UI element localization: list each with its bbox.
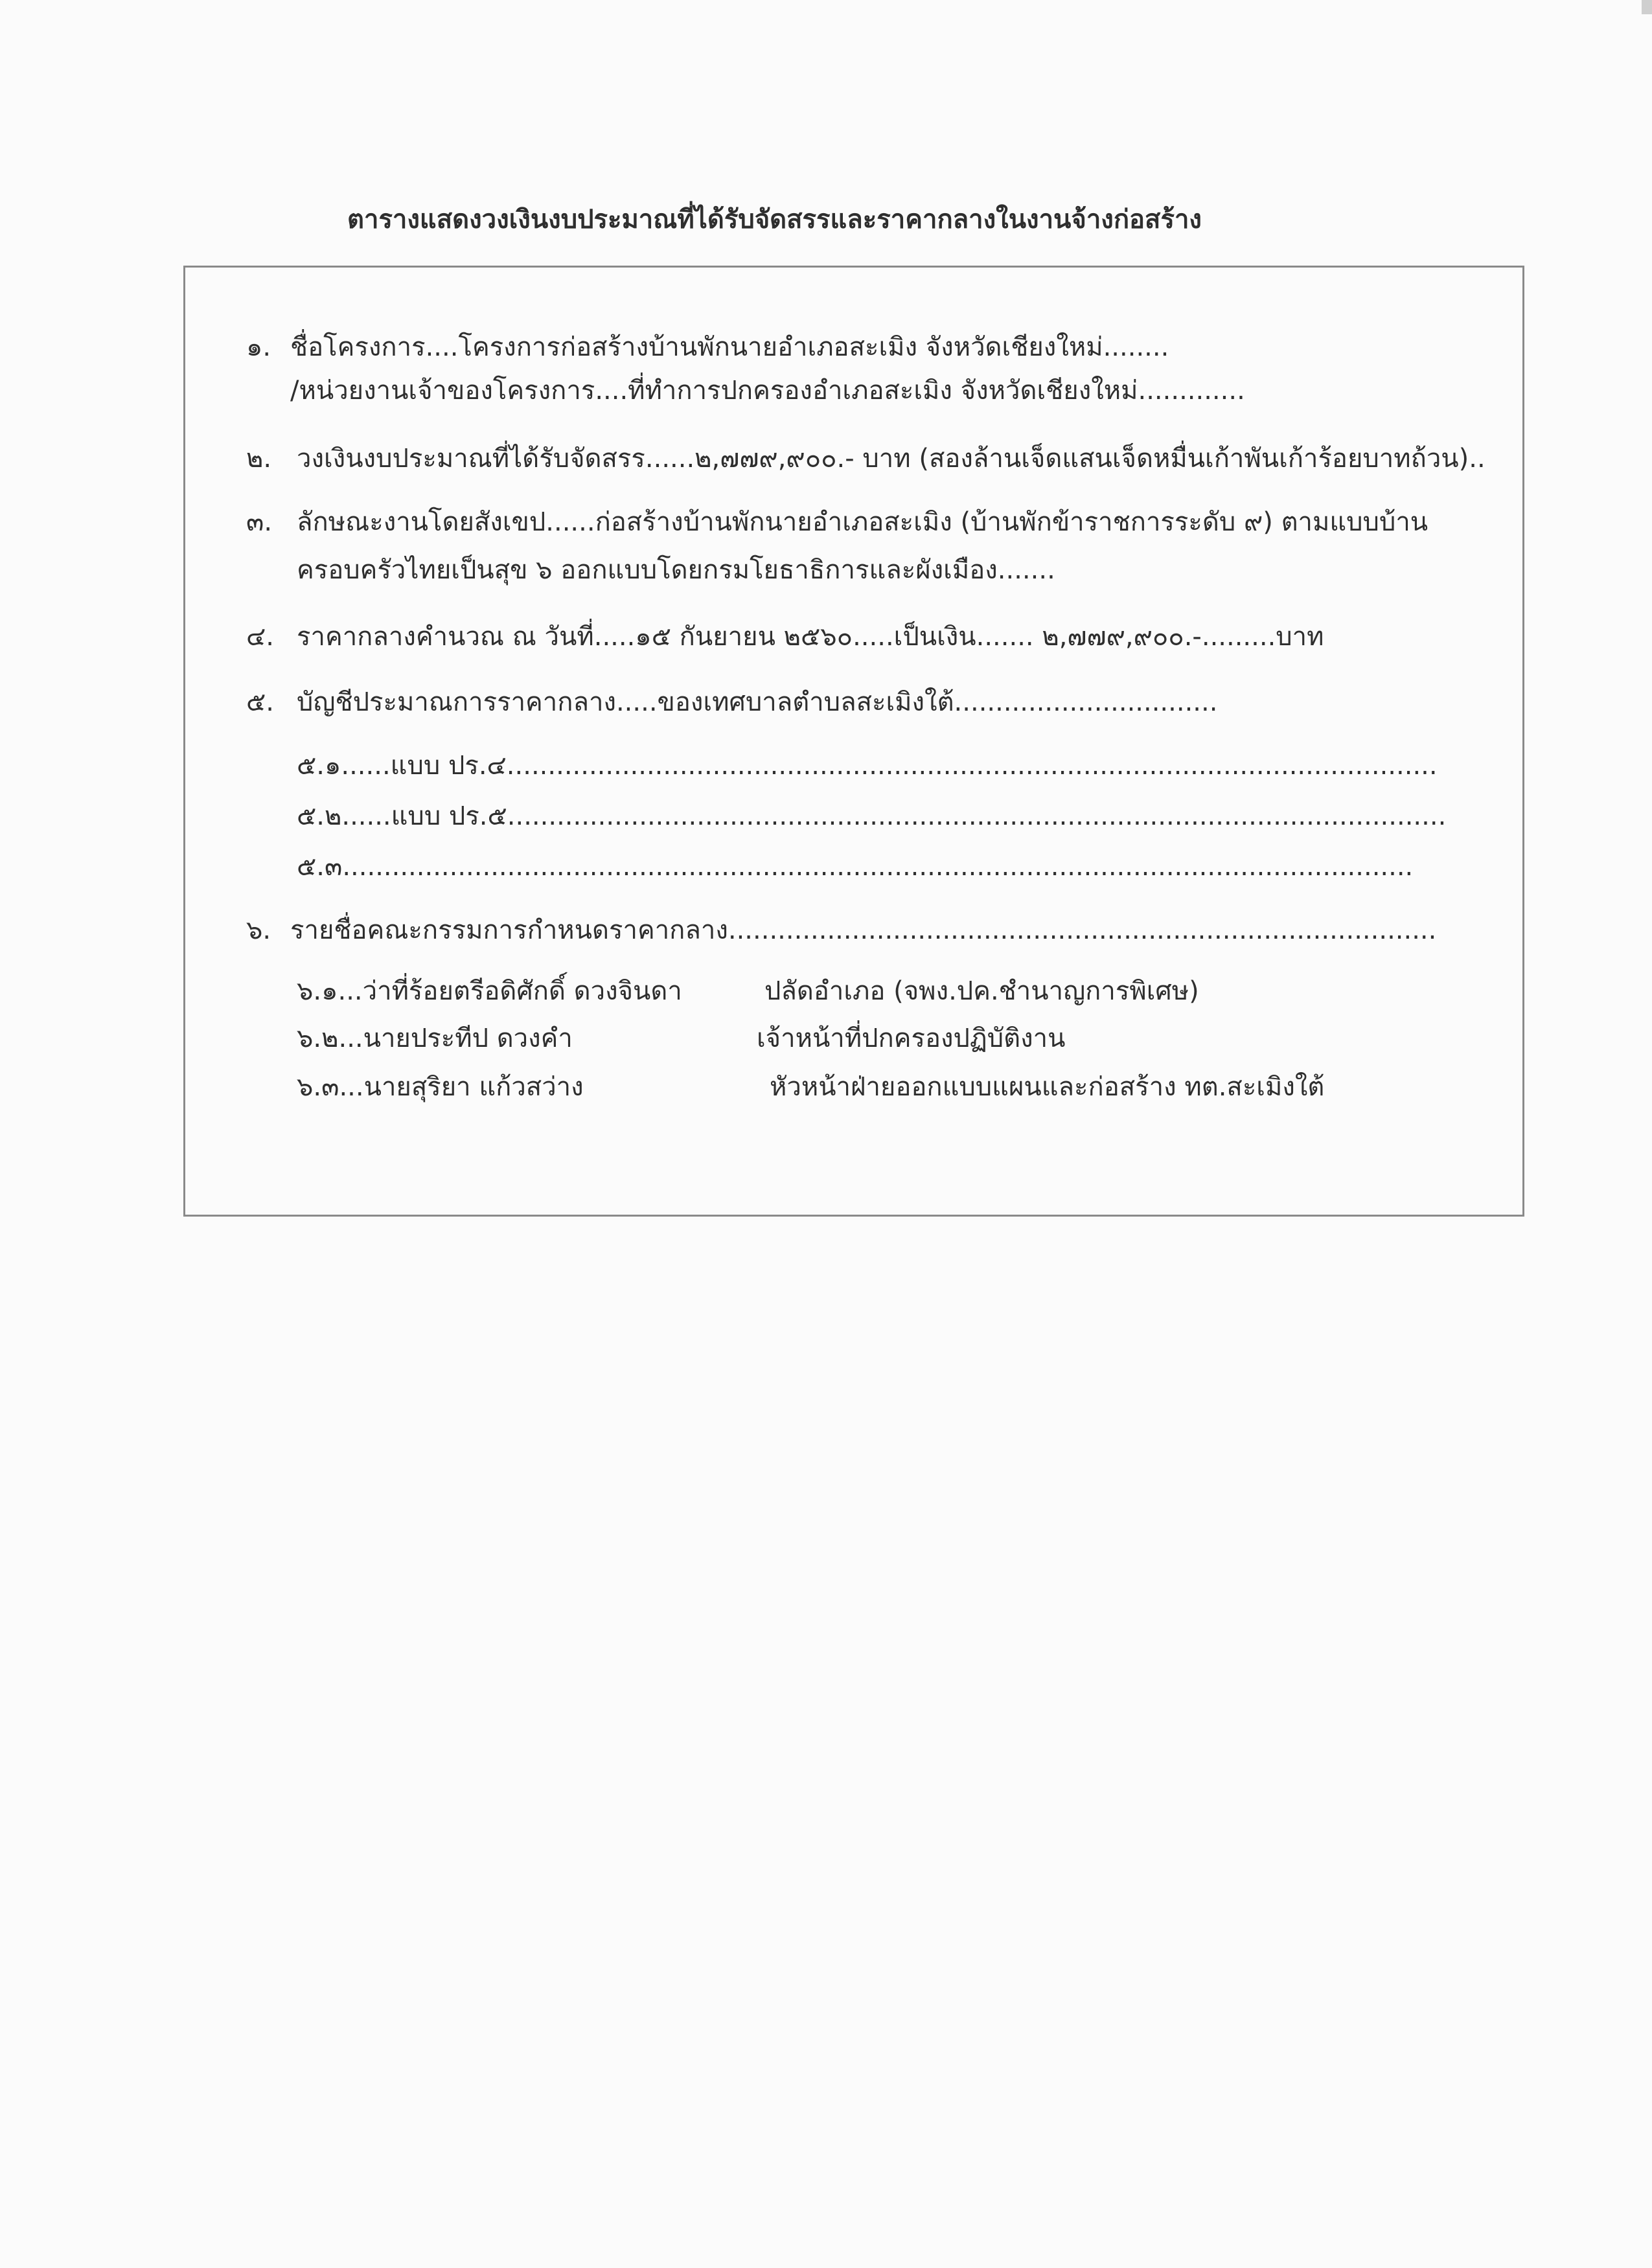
committee-2-position: เจ้าหน้าที่ปกครองปฏิบัติงาน bbox=[757, 1024, 1066, 1053]
sub-item-5-3: ๕.๓.................................................................................................................................. bbox=[297, 852, 1414, 882]
item-5-number: ๕. bbox=[246, 687, 274, 717]
item-3-line-1: ลักษณะงานโดยสังเขป......ก่อสร้างบ้านพักนายอำเภอสะเมิง (บ้านพักข้าราชการระดับ ๙) ตามแบบบ้าน bbox=[297, 507, 1428, 537]
item-3-number: ๓. bbox=[246, 507, 273, 537]
committee-1-name: ๖.๑...ว่าที่ร้อยตรีอดิศักดิ์ ดวงจินดา bbox=[297, 976, 682, 1006]
item-2-number: ๒. bbox=[246, 444, 272, 474]
committee-3-name: ๖.๓...นายสุริยา แก้วสว่าง bbox=[297, 1072, 584, 1102]
sub-item-5-2: ๕.๒......แบบ ปร.๕.................................................................................................................. bbox=[297, 801, 1447, 831]
item-1-line-2: /หน่วยงานเจ้าของโครงการ....ที่ทำการปกครองอำเภอสะเมิง จังหวัดเชียงใหม่............. bbox=[290, 376, 1245, 406]
committee-3-position: หัวหน้าฝ่ายออกแบบแผนและก่อสร้าง ทต.สะเมิงใต้ bbox=[770, 1072, 1325, 1102]
item-1-number: ๑. bbox=[246, 332, 271, 362]
item-1-line-1: ชื่อโครงการ....โครงการก่อสร้างบ้านพักนายอำเภอสะเมิง จังหวัดเชียงใหม่........ bbox=[290, 332, 1169, 362]
item-6-line-1: รายชื่อคณะกรรมการกำหนดราคากลาง...................................................................................... bbox=[290, 915, 1437, 945]
item-4-number: ๔. bbox=[246, 622, 274, 652]
page-title: ตารางแสดงวงเงินงบประมาณที่ได้รับจัดสรรและราคากลางในงานจ้างก่อสร้าง bbox=[347, 205, 1202, 235]
committee-2-name: ๖.๒...นายประทีป ดวงคำ bbox=[297, 1024, 573, 1053]
item-2-line-1: วงเงินงบประมาณที่ได้รับจัดสรร......๒,๗๗๙,๙๐๐.- บาท (สองล้านเจ็ดแสนเจ็ดหมื่นเก้าพันเก้าร้อยบาทถ้วน).. bbox=[297, 444, 1486, 474]
item-6-number: ๖. bbox=[246, 915, 271, 945]
committee-1-position: ปลัดอำเภอ (จพง.ปค.ชำนาญการพิเศษ) bbox=[764, 976, 1199, 1006]
item-3-line-2: ครอบครัวไทยเป็นสุข ๖ ออกแบบโดยกรมโยธาธิการและผังเมือง....... bbox=[297, 555, 1055, 585]
sub-item-5-1: ๕.๑......แบบ ปร.๔................................................................................................................. bbox=[297, 751, 1438, 781]
item-5-line-1: บัญชีประมาณการราคากลาง.....ของเทศบาลตำบลสะเมิงใต้................................ bbox=[297, 687, 1218, 717]
scan-edge-mark bbox=[1642, 0, 1652, 14]
item-4-line-1: ราคากลางคำนวณ ณ วันที่.....๑๕ กันยายน ๒๕๖๐.....เป็นเงิน....... ๒,๗๗๙,๙๐๐.-.........บาท bbox=[297, 622, 1324, 652]
